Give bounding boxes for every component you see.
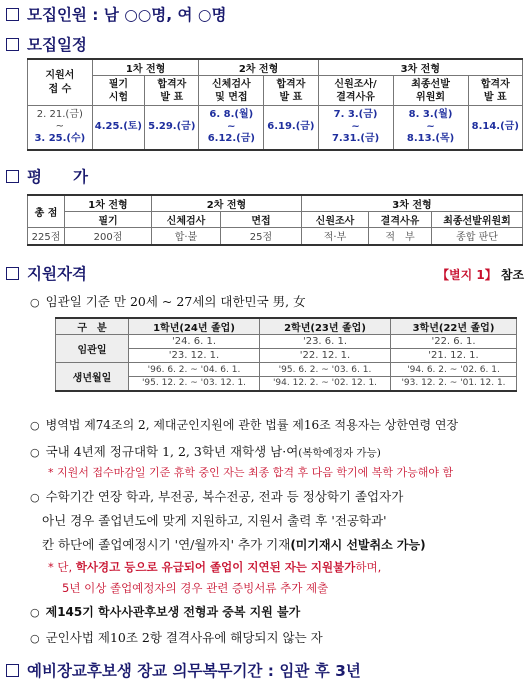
- military-law-item: [30, 416, 458, 433]
- sub-header: 결격사유: [369, 212, 432, 228]
- stage1-header: 1차 전형: [65, 195, 152, 212]
- note-text: 하며,: [355, 560, 382, 574]
- circle-bullet-icon: ○: [30, 491, 40, 504]
- item-text: 칸 하단에 졸업예정시기 '연/월까지' 추가 기재: [42, 537, 291, 552]
- heading-text: 모집일정: [27, 36, 87, 54]
- table-header: 3학년(22년 졸업): [391, 318, 517, 335]
- item-text: 국내 4년제 정규대학 1, 2, 3학년 재학생 남·여: [45, 444, 299, 459]
- total-header: 총 점: [28, 195, 65, 228]
- sub-header: 신체검사: [152, 212, 221, 228]
- evaluation-table: [27, 194, 523, 246]
- square-bullet-icon: [6, 170, 19, 183]
- note-text: * 단,: [48, 560, 73, 574]
- stage1-result-date: 5.29.(금): [145, 106, 199, 150]
- sub-header: 신원조사/ 결격사유: [318, 76, 393, 106]
- written-exam-date: 4.25.(토): [92, 106, 144, 150]
- commission-date: '23. 12. 1.: [129, 349, 260, 363]
- heading-text: 모집인원 : 남 ○○명, 여 ○명: [27, 6, 227, 24]
- score-cell: 적 부: [369, 228, 432, 245]
- commission-date: '23. 6. 1.: [260, 335, 391, 349]
- stage1-header: 1차 전형: [92, 59, 199, 76]
- attachment-label: 【별지 1】: [437, 268, 497, 282]
- birth-range: '94. 6. 2. ~ '02. 6. 1.: [391, 363, 517, 377]
- table-header: 2학년(23년 졸업): [260, 318, 391, 335]
- sub-header: 합격자 발 표: [264, 76, 318, 106]
- score-cell: 종합 판단: [432, 228, 523, 245]
- sub-header: 최종선발위원회: [432, 212, 523, 228]
- commission-date: '24. 6. 1.: [129, 335, 260, 349]
- heading-text: 평 가: [27, 168, 88, 186]
- sub-header: 합격자 발 표: [145, 76, 199, 106]
- item-text: 임관일 기준 만 20세 ~ 27세의 대한민국 男, 女: [45, 294, 306, 309]
- apply-header: 지원서 접 수: [28, 59, 93, 106]
- duplicate-application-item: [30, 603, 300, 620]
- commission-date: '21. 12. 1.: [391, 349, 517, 363]
- university-note: * 지원서 접수마감일 기준 휴학 중인 자는 최종 합격 후 다음 학기에 복학 가능해야 함: [48, 466, 454, 479]
- item-text: 병역법 제74조의 2, 제대군인지원에 관한 법률 제16조 적용자는 상한연령 연장: [45, 418, 459, 432]
- score-cell: 225점: [28, 228, 65, 245]
- circle-bullet-icon: ○: [30, 632, 40, 645]
- sub-header: 합격자 발 표: [468, 76, 522, 106]
- circle-bullet-icon: ○: [30, 446, 40, 459]
- birth-label: 생년월일: [56, 363, 129, 391]
- circle-bullet-icon: ○: [30, 606, 40, 619]
- score-cell: 합·불: [152, 228, 221, 245]
- disqualification-item: [30, 628, 323, 646]
- birth-range: '95. 12. 2. ~ '03. 12. 1.: [129, 377, 260, 391]
- commission-date: '22. 6. 1.: [391, 335, 517, 349]
- heading-text: 예비장교후보생 장교 의무복무기간 : 임관 후 3년: [27, 662, 361, 680]
- sub-header: 필기: [65, 212, 152, 228]
- table-header: 구 분: [56, 318, 129, 335]
- extended-study-line2: 아닌 경우 졸업년도에 맞게 지원하고, 지원서 출력 후 '전공학과': [42, 513, 387, 528]
- heading-evaluation: [6, 165, 88, 187]
- final-result-date: 8.14.(금): [468, 106, 522, 150]
- square-bullet-icon: [6, 8, 19, 21]
- university-item: [30, 442, 381, 460]
- note-text-bold: 학사경고 등으로 유급되어 졸업이 지연된 자는 지원불가: [75, 560, 356, 574]
- commission-date: '22. 12. 1.: [260, 349, 391, 363]
- age-requirement: [30, 292, 306, 310]
- score-cell: 적·부: [302, 228, 369, 245]
- item-text: 제145기 학사사관후보생 전형과 중복 지원 불가: [45, 605, 301, 619]
- circle-bullet-icon: ○: [30, 296, 40, 309]
- background-check-date: 7. 3.(금) ~ 7.31.(금): [318, 106, 393, 150]
- score-cell: 200점: [65, 228, 152, 245]
- sub-header: 면접: [221, 212, 302, 228]
- extended-note-line2: 5년 이상 졸업예정자의 경우 관련 증빙서류 추가 제출: [62, 581, 329, 595]
- heading-eligibility: [6, 262, 87, 284]
- sub-header: 신체검사 및 면접: [199, 76, 264, 106]
- apply-dates: 2. 21.(금) ~ 3. 25.(수): [28, 106, 93, 150]
- table-header: 1학년(24년 졸업): [129, 318, 260, 335]
- stage3-header: 3차 전형: [318, 59, 522, 76]
- square-bullet-icon: [6, 267, 19, 280]
- commission-label: 임관일: [56, 335, 129, 363]
- sub-header: 필기 시험: [92, 76, 144, 106]
- extended-note: [48, 559, 381, 575]
- birth-range: '96. 6. 2. ~ '04. 6. 1.: [129, 363, 260, 377]
- heading-schedule: [6, 33, 87, 55]
- attachment-reference: [437, 266, 524, 283]
- circle-bullet-icon: ○: [30, 419, 40, 432]
- birth-range: '93. 12. 2. ~ '01. 12. 1.: [391, 377, 517, 391]
- item-text-small: (복학예정자 가능): [298, 447, 381, 459]
- square-bullet-icon: [6, 38, 19, 51]
- sub-header: 최종선발 위원회: [393, 76, 468, 106]
- heading-text: 지원자격: [27, 265, 87, 283]
- sub-header: 신원조사: [302, 212, 369, 228]
- stage2-header: 2차 전형: [152, 195, 302, 212]
- item-text-bold: (미기재시 선발취소 가능): [290, 538, 426, 552]
- physical-interview-date: 6. 8.(월) ~ 6.12.(금): [199, 106, 264, 150]
- stage2-header: 2차 전형: [199, 59, 318, 76]
- attachment-suffix: 참조: [500, 268, 525, 282]
- committee-date: 8. 3.(월) ~ 8.13.(목): [393, 106, 468, 150]
- eligibility-table: [55, 317, 517, 392]
- stage2-result-date: 6.19.(금): [264, 106, 318, 150]
- score-cell: 25점: [221, 228, 302, 245]
- birth-range: '95. 6. 2. ~ '03. 6. 1.: [260, 363, 391, 377]
- square-bullet-icon: [6, 664, 19, 677]
- birth-range: '94. 12. 2. ~ '02. 12. 1.: [260, 377, 391, 391]
- heading-recruit-count: [6, 3, 226, 25]
- extended-study-item: [30, 487, 403, 505]
- extended-study-line3: [42, 535, 426, 553]
- item-text: 수학기간 연장 학과, 부전공, 복수전공, 전과 등 정상학기 졸업자가: [45, 489, 404, 504]
- schedule-table: [27, 58, 523, 151]
- stage3-header: 3차 전형: [302, 195, 523, 212]
- item-text: 군인사법 제10조 2항 결격사유에 해당되지 않는 자: [45, 630, 323, 645]
- heading-service-period: [6, 659, 361, 681]
